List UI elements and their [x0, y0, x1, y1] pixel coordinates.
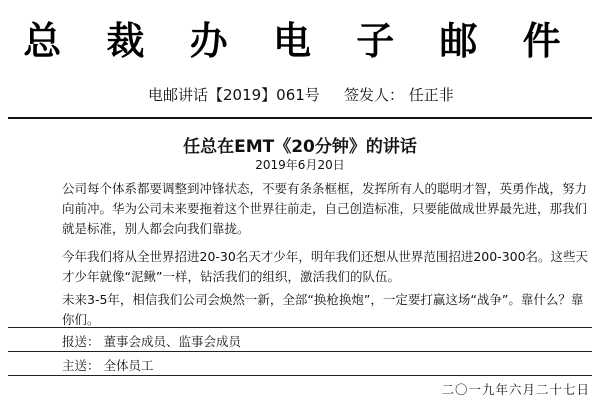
paragraph-1: 公司每个体系都要调整到冲锋状态，不要有条条框框，发挥所有人的聪明才智，英勇作战，努力向前冲。华为公司未来要拖着这个世界往前走，自己创造标准，只要能做成世界最先进，那我们就是标准，别人都会向我们靠拢。 [62, 181, 588, 236]
distribute-to-line: 主送： 全体员工 [62, 358, 154, 373]
article-date: 2019年6月20日 [255, 158, 345, 172]
header-divider [8, 117, 592, 119]
report-to-line: 报送： 董事会成员、监事会成员 [62, 334, 241, 349]
sender-field: 签发人： 任正非 [344, 86, 454, 104]
document-banner-title: 总 裁 办 电 子 邮 件 [23, 18, 577, 63]
document-number: 电邮讲话【2019】061号 [148, 86, 320, 104]
footer-divider-top [8, 327, 592, 328]
paragraph-2: 今年我们将从全世界招进20-30名天才少年，明年我们还想从世界范围招进200-300名。这些天才少年就像“泥鳅”一样，钻活我们的组织，激活我们的队伍。 [62, 249, 589, 284]
footer-divider-bottom [8, 375, 592, 376]
document-header-line [0, 84, 600, 108]
footer-divider-middle [8, 351, 592, 352]
paragraph-3: 未来3-5年，相信我们公司会焕然一新，全部“换枪换炮”，一定要打赢这场“战争”。靠什么？靠你们。 [62, 292, 584, 327]
article-title: 任总在EMT《20分钟》的讲话 [183, 137, 417, 157]
sign-date: 二〇一九年六月二十七日 [441, 382, 590, 397]
